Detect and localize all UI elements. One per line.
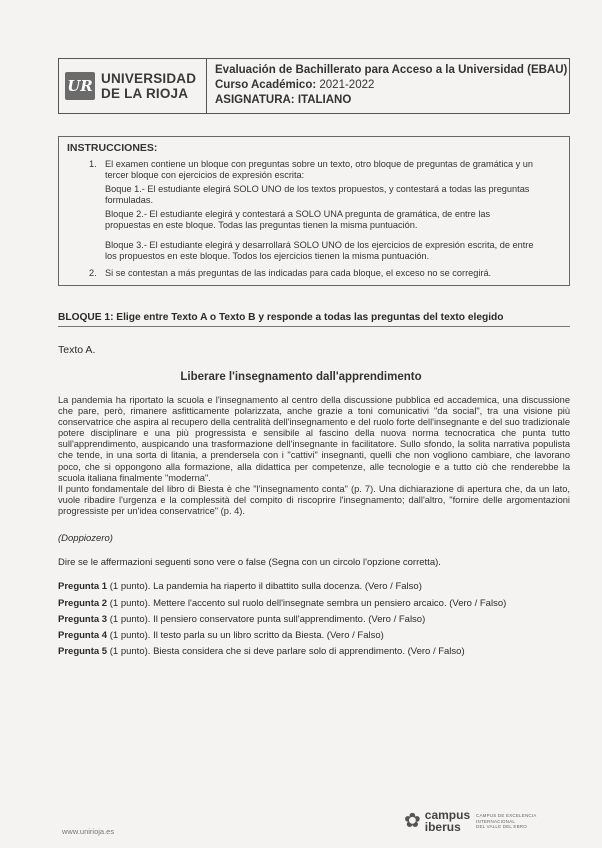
question-points: (1 punto). <box>109 646 151 657</box>
text-source: (Doppiozero) <box>58 533 113 544</box>
texto-label: Texto A. <box>58 344 96 356</box>
question-label: Pregunta 2 <box>58 598 108 609</box>
question-label: Pregunta 5 <box>58 646 108 657</box>
campus-line-2: iberus <box>424 819 461 834</box>
question-text: Il testo parla su un libro scritto da Biesta. (Vero / Falso) <box>153 630 384 641</box>
question-points: (1 punto). <box>109 630 151 641</box>
logo-line-1: UNIVERSIDAD <box>101 71 197 86</box>
question-3 <box>58 614 425 625</box>
campus-iberus-icon: ✿ <box>404 810 421 832</box>
instruction-bloque-1: Boque 1.- El estudiante elegirá SOLO UNO de los textos propuestos, y contestará a todas las preguntas formuladas. <box>105 184 530 206</box>
question-label: Pregunta 4 <box>58 630 108 641</box>
question-points: (1 punto). <box>109 614 151 625</box>
instructions-title: INSTRUCCIONES: <box>67 142 158 154</box>
campus-sub-3: DEL VALLE DEL EBRO <box>476 824 527 829</box>
instruction-bloque-3: Bloque 3.- El estudiante elegirá y desarrollará SOLO UNO de los ejercicios de expresión escrita, de entre los propuestos en este bloque. Todos los ejercicios tienen la misma puntuación. <box>105 240 534 262</box>
course-value: 2021-2022 <box>319 79 375 91</box>
campus-iberus-logo <box>404 808 470 833</box>
paragraph-2: Il punto fondamentale del libro di Biesta è che "l'insegnamento conta" (p. 7). Una dichiarazione di apertura che, da un lato, vuole ribadire l'urgenza e la complessità del compito di riscoprire l'insegnamento; dall'altro, "fornire delle argomentazioni progressiste per un'idea conservatrice" (p. 4). <box>58 483 570 516</box>
campus-line-1: campus <box>424 807 471 822</box>
instructions-box <box>58 136 570 286</box>
question-4 <box>58 630 384 641</box>
paragraph-1: La pandemia ha riportato la scuola e l'insegnamento al centro della discussione pubblica ed accademica, una discussione che pare, però, rimanere asfitticamente polarizzata, anche grazie a toni comunicativi "da social", tra una visione più conservatrice che aspira al recupero della centralità dell'insegnamento e del ruolo forte dell'insegnante e del suo tradizionale potere disciplinare e una più progressista e sensibile al fascino della nuova norma tecnocratica che punta tutto sull'apprendimento, auspicando una trasformazione dell'insegnante in facilitatore. Sullo sfondo, la solita narrativa populista che tende, in una sorta di litania, a prendersela con i "cattivi" insegnanti, quelli che non vogliono cambiare, che lavorano poco, che si oppongono alla formazione, alla didattica per competenze, alle tecnologie e a tutto ciò che renderebbe la scuola italiana finalmente "moderna". <box>58 395 570 483</box>
text-title: Liberare l'insegnamento dall'apprendimento <box>180 371 422 383</box>
question-label: Pregunta 1 <box>58 581 108 592</box>
reading-text <box>58 395 570 517</box>
question-label: Pregunta 3 <box>58 614 108 625</box>
instruction-item-1: El examen contiene un bloque con preguntas sobre un texto, otro bloque de preguntas de gramática y un tercer bloque con ejercicios de expresión escrita: <box>105 159 534 181</box>
instruction-number-2: 2. <box>89 268 97 278</box>
question-text: Mettere l'accento sul ruolo dell'insegnate sembra un pensiero arcaico. (Vero / Falso) <box>153 598 507 609</box>
university-logo <box>59 59 207 113</box>
campus-sub-1: CAMPUS DE EXCELENCIA <box>476 813 537 818</box>
campus-subtitle <box>476 813 537 830</box>
instruction-item-2: Si se contestan a más preguntas de las indicadas para cada bloque, el exceso no se corregirá. <box>105 268 492 278</box>
course-label: Curso Académico: <box>215 79 317 91</box>
instruction-bloque-2: Bloque 2.- El estudiante elegirá y contestará a SOLO UNA pregunta de gramática, de entre las propuestas en este bloque. Todas las preguntas tienen la misma puntuación. <box>105 209 491 231</box>
exam-title: Evaluación de Bachillerato para Acceso a la Universidad (EBAU) <box>215 64 568 76</box>
campus-sub-2: INTERNACIONAL <box>476 818 516 824</box>
subject-line: ASIGNATURA: ITALIANO <box>215 94 352 106</box>
instruction-number-1: 1. <box>89 159 97 169</box>
question-text: Il pensiero conservatore punta sull'apprendimento. (Vero / Falso) <box>153 614 426 625</box>
question-points: (1 punto). <box>109 581 151 592</box>
exam-header <box>58 58 570 114</box>
question-instruction: Dire se le affermazioni seguenti sono vere o false (Segna con un circolo l'opzione corretta). <box>58 557 441 568</box>
university-emblem-icon: UR <box>65 72 95 100</box>
heading-divider <box>58 326 570 327</box>
question-text: Biesta considera che si deve parlare solo di apprendimento. (Vero / Falso) <box>153 646 465 657</box>
question-1 <box>58 581 422 592</box>
question-text: La pandemia ha riaperto il dibattito sulla docenza. (Vero / Falso) <box>153 581 422 592</box>
logo-line-2: DE LA RIOJA <box>101 86 189 101</box>
question-2 <box>58 598 506 609</box>
question-5 <box>58 646 465 657</box>
question-points: (1 punto). <box>109 598 151 609</box>
footer-website: www.unirioja.es <box>62 827 115 836</box>
course-line <box>215 78 565 93</box>
bloque-1-heading: BLOQUE 1: Elige entre Texto A o Texto B y responde a todas las preguntas del texto elegido <box>58 312 504 323</box>
